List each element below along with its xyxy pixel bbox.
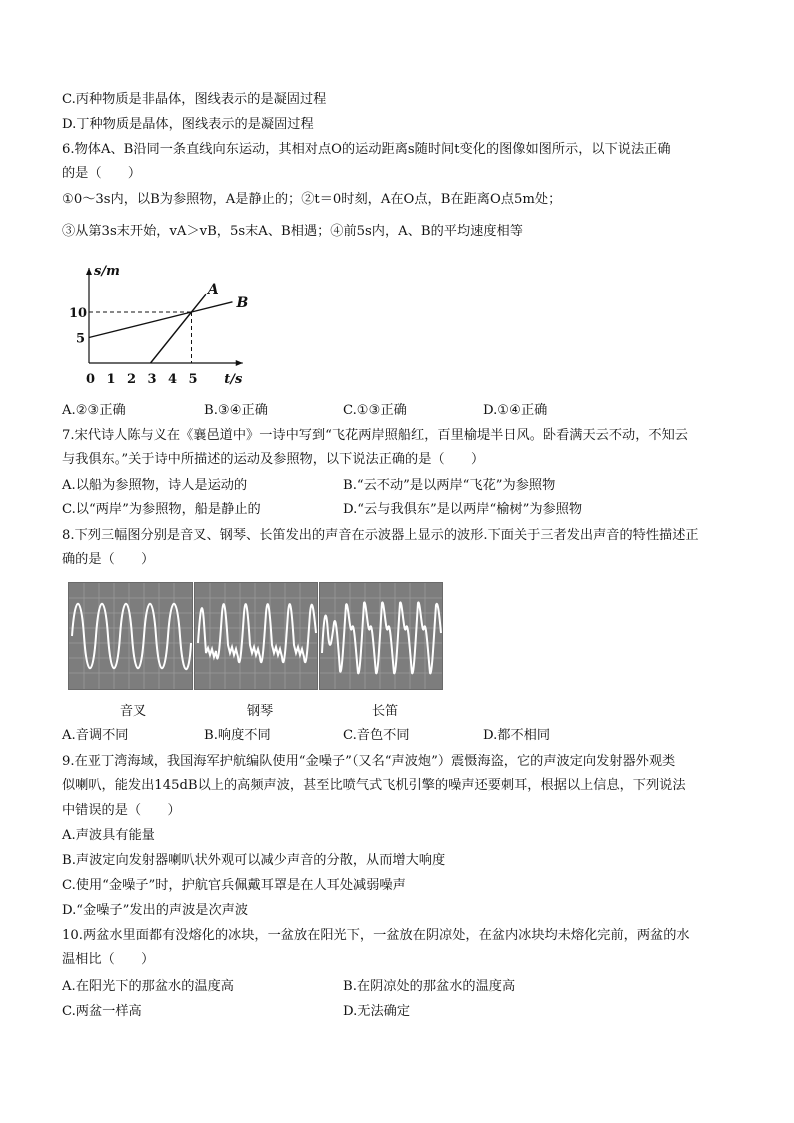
q5-option-d: D.丁种物质是晶体，图线表示的是凝固过程 [62, 117, 314, 132]
q10-option-a[interactable]: A.在阳光下的那盆水的温度高 [62, 979, 234, 994]
q9-option-d[interactable]: D.“金噪子”发出的声波是次声波 [62, 903, 249, 918]
q8-option-b[interactable]: B.响度不同 [204, 728, 271, 743]
caption-flute: 长笛 [371, 704, 399, 719]
q8-option-d[interactable]: D.都不相同 [483, 728, 551, 743]
q6-stem-line2: 的是（ ） [62, 166, 142, 181]
q7-option-d[interactable]: D.“云与我俱东”是以两岸“榆树”为参照物 [343, 502, 583, 517]
q6-statement-1: ①0～3s内，以B为参照物，A是静止的；②t＝0时刻，A在O点，B在距离O点5m处； [62, 192, 562, 207]
q6-option-b[interactable]: B.③④正确 [204, 403, 268, 418]
y-axis-label: s/m [94, 264, 120, 279]
q6-option-c[interactable]: C.①③正确 [343, 403, 407, 418]
caption-tuning-fork: 音叉 [119, 704, 147, 719]
q9-stem-line3: 中错误的是（ ） [62, 803, 181, 818]
x-tick-label: 2 [127, 372, 137, 387]
series-line-a [151, 294, 206, 363]
q7-stem-line1: 7.宋代诗人陈与义在《襄邑道中》一诗中写到“飞花两岸照船红，百里榆堤半日风。卧看满天云不动，不知云 [62, 428, 688, 443]
q9-option-b[interactable]: B.声波定向发射器喇叭状外观可以减少声音的分散，从而增大响度 [62, 853, 446, 868]
q10-option-c[interactable]: C.两盆一样高 [62, 1004, 142, 1019]
distance-time-graph [66, 260, 266, 388]
q8-stem-line1: 8.下列三幅图分别是音叉、钢琴、长笛发出的声音在示波器上显示的波形.下面关于三者发出声音的特性描述正 [62, 528, 699, 543]
q7-stem-line2: 与我俱东。”关于诗中所描述的运动及参照物，以下说法正确的是（ ） [62, 452, 485, 467]
q9-option-c[interactable]: C.使用“金噪子”时，护航官兵佩戴耳罩是在人耳处减弱噪声 [62, 878, 406, 893]
x-tick-label: 4 [168, 372, 178, 387]
q8-stem-line2: 确的是（ ） [62, 552, 155, 567]
caption-piano: 钢琴 [246, 704, 274, 719]
q10-option-d[interactable]: D.无法确定 [343, 1004, 411, 1019]
flute-waveform [319, 582, 443, 690]
q9-stem-line1: 9.在亚丁湾海域，我国海军护航编队使用“金噪子”（又名“声波炮”）震慑海盗，它的声波定向发射器外观类 [62, 754, 676, 769]
x-axis-arrow [236, 360, 243, 366]
q7-option-a[interactable]: A.以船为参照物，诗人是运动的 [62, 478, 248, 493]
q8-option-a[interactable]: A.音调不同 [62, 728, 129, 743]
x-tick-label: 5 [188, 372, 198, 387]
q9-stem-line2: 似喇叭，能发出145dB以上的高频声波，甚至比喷气式飞机引擎的噪声还要刺耳，根据以上信息，下列说法 [62, 778, 686, 793]
q10-stem-line2: 温相比（ ） [62, 952, 155, 967]
tuning-fork-waveform [68, 582, 193, 690]
y-tick-label: 10 [69, 306, 88, 321]
q6-option-d[interactable]: D.①④正确 [483, 403, 548, 418]
q8-option-c[interactable]: C.音色不同 [343, 728, 410, 743]
x-tick-label: 0 [86, 372, 96, 387]
q10-stem-line1: 10.两盆水里面都有没熔化的冰块，一盆放在阳光下，一盆放在阴凉处，在盆内冰块均未熔化完前，两盆的水 [62, 928, 690, 943]
q6-stem-line1: 6.物体A、B沿同一条直线向东运动，其相对点O的运动距离s随时间t变化的图像如图所示，以下说法正确 [62, 142, 671, 157]
q10-option-b[interactable]: B.在阴凉处的那盆水的温度高 [343, 979, 516, 994]
series-line-b [89, 302, 233, 338]
q7-option-c[interactable]: C.以“两岸”为参照物，船是静止的 [62, 502, 261, 517]
q7-option-b[interactable]: B.“云不动”是以两岸“飞花”为参照物 [343, 478, 556, 493]
x-axis-label: t/s [224, 372, 243, 387]
y-tick-label: 5 [76, 331, 86, 347]
q6-statement-2: ③从第3s末开始，vA＞vB，5s末A、B相遇；④前5s内，A、B的平均速度相等 [62, 224, 523, 239]
series-label-b: B [236, 294, 249, 311]
q5-option-c: C.丙种物质是非晶体，图线表示的是凝固过程 [62, 92, 327, 107]
q6-option-a[interactable]: A.②③正确 [62, 403, 126, 418]
x-tick-label: 1 [106, 372, 116, 387]
q9-option-a[interactable]: A.声波具有能量 [62, 828, 155, 843]
series-label-a: A [207, 282, 219, 299]
piano-waveform [194, 582, 318, 690]
y-axis-arrow [86, 268, 92, 275]
x-tick-label: 3 [147, 372, 157, 387]
